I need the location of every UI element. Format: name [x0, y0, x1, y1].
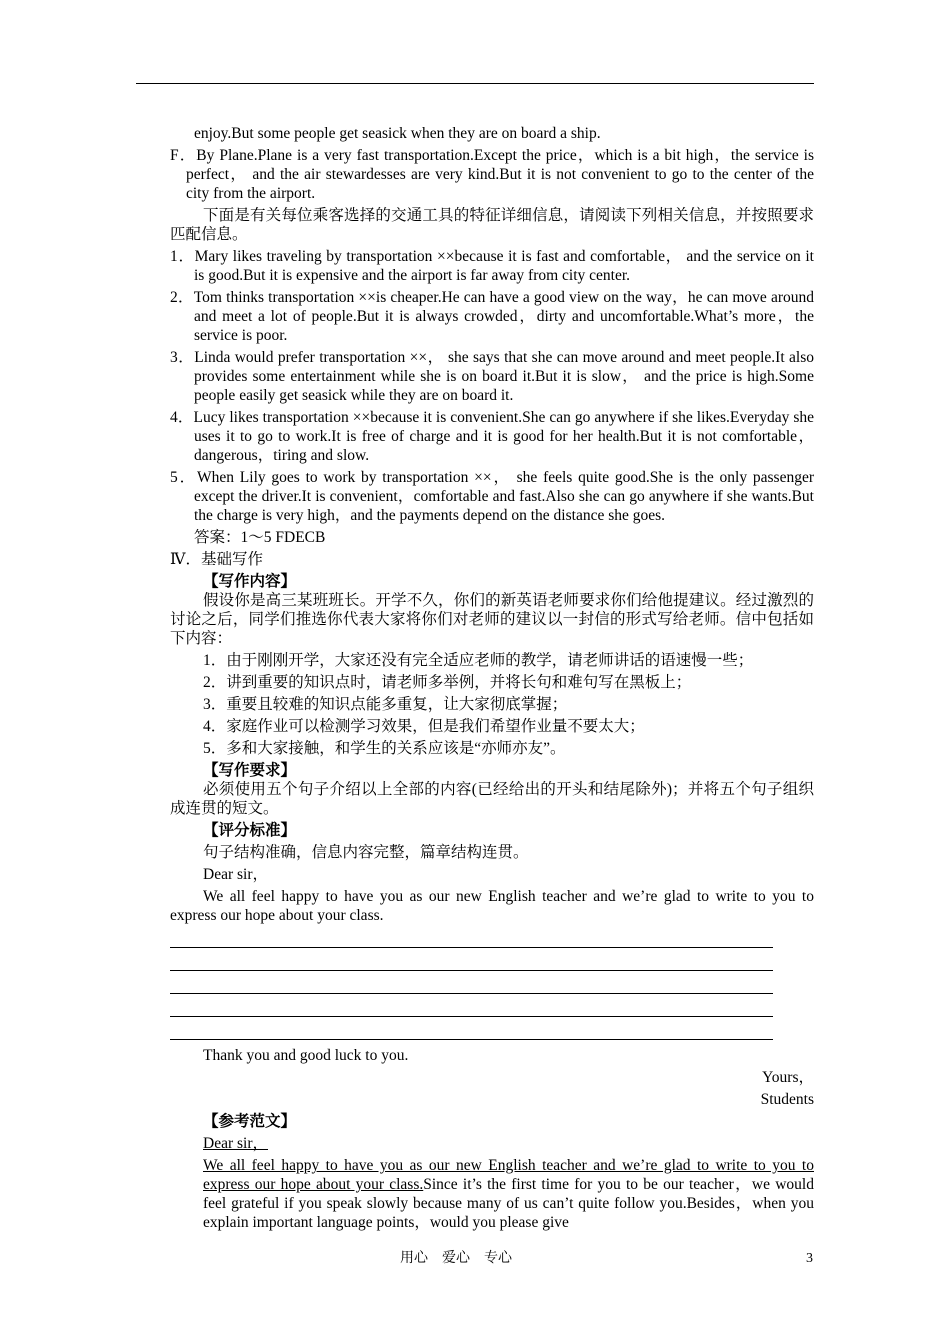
letter-signature: Students: [760, 1091, 814, 1108]
point-item: 2．讲到重要的知识点时，请老师多举例，并将长句和难句写在黑板上；: [203, 674, 692, 691]
question-item: 2．Tom thinks transportation ××is cheaper.He can have a good view on the way，he can move around and meet a lot of people.But it is always crowded，dirty and uncomfortable.What’s more，the service is poor.: [170, 289, 814, 344]
answer-key: 答案：1～5 FDECB: [194, 529, 326, 546]
answer-lines: [170, 925, 814, 1040]
requirement-text: 必须使用五个句子介绍以上全部的内容(已经给出的开头和结尾除外)；并将五个句子组织成连贯的短文。: [170, 781, 814, 817]
task-description: 假设你是高三某班班长。开学不久，你们的新英语老师要求你们给他提建议。经过激烈的讨论之后，同学们推选你代表大家将你们对老师的建议以一封信的形式写给老师。信中包括如下内容：: [170, 592, 814, 647]
point-item: 4．家庭作业可以检测学习效果，但是我们希望作业量不要太大；: [203, 718, 645, 735]
model-heading: 【参考范文】: [203, 1113, 297, 1130]
answer-line[interactable]: [170, 994, 773, 1017]
point-item: 3．重要且较难的知识点能多重复，让大家彻底掌握；: [203, 696, 568, 713]
continued-line: enjoy.But some people get seasick when they are on board a ship.: [194, 125, 601, 142]
model-salutation: [170, 1134, 814, 1153]
point-item: 5．多和大家接触，和学生的关系应该是“亦师亦友”。: [203, 740, 566, 757]
question-item: 3．Linda would prefer transportation ××， she says that she can move around and meet people.It also provides some entertainment while she is on board it.But it is slow， and the price is high.Some people easily get seasick while they are on board it.: [170, 349, 814, 404]
answer-line[interactable]: [170, 971, 773, 994]
scoring-heading: 【评分标准】: [203, 822, 297, 839]
page-content: [170, 124, 814, 1232]
scoring-text: 句子结构准确，信息内容完整，篇章结构连贯。: [203, 844, 529, 861]
section-title: Ⅳ．基础写作: [170, 551, 263, 568]
answer-line[interactable]: [170, 925, 773, 948]
content-heading: 【写作内容】: [203, 573, 297, 590]
answer-line[interactable]: [170, 948, 773, 971]
header-rule: [136, 83, 814, 84]
question-item: 5．When Lily goes to work by transportation ××， she feels quite good.She is the only passenger except the driver.It is convenient，comfortable and fast.Also she can go anywhere if she wants.But the charge is very high，and the payments depend on the distance she goes.: [170, 469, 814, 524]
answer-line[interactable]: [170, 1017, 773, 1040]
model-salutation-text: Dear sir，: [203, 1135, 268, 1152]
model-body: [170, 1156, 814, 1232]
page-number: 3: [806, 1251, 813, 1266]
requirement-heading: 【写作要求】: [203, 762, 297, 779]
point-item: 1．由于刚刚开学，大家还没有完全适应老师的教学，请老师讲话的语速慢一些；: [203, 652, 754, 669]
letter-opening: We all feel happy to have you as our new English teacher and we’re glad to write to you to express our hope about your class.: [170, 888, 814, 924]
letter-sign-off: Yours，: [762, 1069, 814, 1086]
letter-closing: Thank you and good luck to you.: [203, 1047, 409, 1064]
footer-motto: 用心 爱心 专心: [400, 1251, 512, 1266]
model-body-text: Since it’s the first time for you to be our teacher，we would feel grateful if you speak slowly because many of us can’t quite follow you.Besides，when you explain important language points，would you please give: [203, 1176, 814, 1231]
option-f: F．By Plane.Plane is a very fast transportation.Except the price，which is a bit high，the service is perfect， and the air stewardesses are very kind.But it is not convenient to go to the center of the city from the airport.: [170, 147, 814, 202]
question-item: 4．Lucy likes transportation ××because it is convenient.She can go anywhere if she likes.Everyday she uses it to go to work.It is free of charge and it is good for her health.But it is not comfortable，dangerous，tiring and slow.: [170, 409, 814, 464]
matching-instruction: 下面是有关每位乘客选择的交通工具的特征详细信息，请阅读下列相关信息，并按照要求匹配信息。: [170, 207, 814, 243]
model-underlined-text: We all feel happy to have you as our new English teacher and we’re glad to write to you to express our hope about your class.: [203, 1157, 814, 1193]
question-item: 1．Mary likes traveling by transportation ××because it is fast and comfortable， and the service on it is good.But it is expensive and the airport is far away from city center.: [170, 248, 814, 284]
letter-salutation: Dear sir，: [203, 866, 268, 883]
